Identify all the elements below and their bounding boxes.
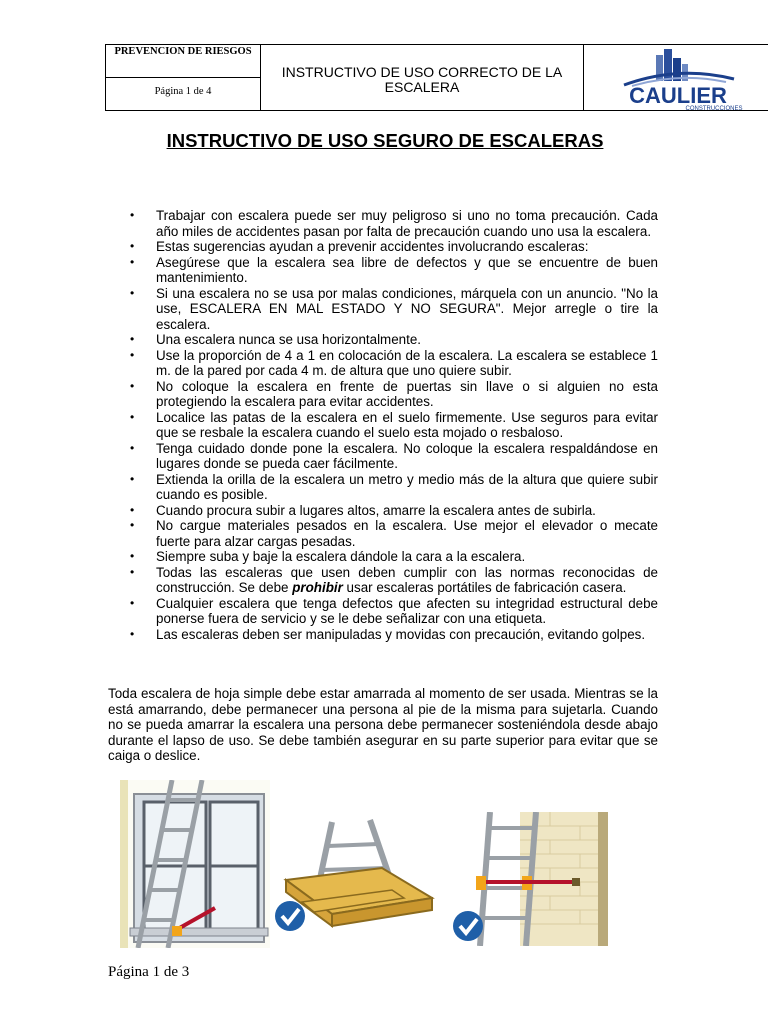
bullet-icon: • (130, 239, 135, 253)
list-item: • Asegúrese que la escalera sea libre de defectos y que se encuentre de buen mantenimiento. (130, 254, 658, 285)
header-page-number: Página 1 de 4 (154, 86, 212, 97)
page-title: INSTRUCTIVO DE USO SEGURO DE ESCALERAS (166, 130, 604, 151)
list-item: • Use la proporción de 4 a 1 en colocación de la escalera. La escalera se establece 1 m. de la pared por cada 4 m. de altura que uno quiere subir. (130, 347, 658, 378)
list-item: • No cargue materiales pesados en la escalera. Use mejor el elevador o mecate fuerte para alzar cargas pesadas. (130, 518, 658, 549)
list-item: • Si una escalera no se usa por malas condiciones, márquela con un anuncio. "No la use, ESCALERA EN MAL ESTADO Y NO SEGURA". Mejor arregle o tire la escalera. (130, 285, 658, 332)
bullet-icon: • (130, 595, 135, 610)
list-item: • Una escalera nunca se usa horizontalmente. (130, 332, 421, 347)
logo-subtitle: CONSTRUCCIONES (685, 106, 743, 110)
list-item: • Siempre suba y baje la escalera dándole la cara a la escalera. (130, 549, 526, 564)
emphasis-text: prohibir (292, 580, 343, 595)
check-icon (453, 911, 483, 941)
bullet-icon: • (130, 502, 135, 517)
bullet-icon: • (130, 332, 135, 346)
bullet-icon: • (130, 626, 135, 641)
header-left-cell (106, 45, 261, 110)
list-item: • Localice las patas de la escalera en el suelo firmemente. Use seguros para evitar que se resbale la escalera cuando el suelo esta mojado o resbaloso. (130, 409, 658, 440)
page-footer: Página 1 de 3 (108, 964, 190, 980)
bullet-icon: • (130, 549, 135, 563)
bullet-icon: • (130, 564, 135, 579)
list-item: • Estas sugerencias ayudan a prevenir accidentes involucrando escaleras: (130, 239, 589, 254)
bullet-icon: • (130, 285, 135, 300)
list-item: • Cuando procura subir a lugares altos, amarre la escalera antes de subirla. (130, 502, 596, 518)
bullet-icon: • (130, 347, 135, 362)
list-item: • Extienda la orilla de la escalera un metro y medio más de la altura que quiere subir cuando es posible. (130, 471, 658, 502)
header-doc-title: INSTRUCTIVO DE USO CORRECTO DE LA ESCALERA (261, 45, 584, 110)
document-header (105, 44, 768, 111)
list-item: • Trabajar con escalera puede ser muy peligroso si uno no toma precaución. Cada año miles de accidentes pasan por falta de precaución cuando uno usa la escalera. (130, 208, 658, 239)
bullet-icon: • (130, 471, 135, 486)
list-item: • Todas las escaleras que usen deben cumplir con las normas reconocidas de construcción. Se debe prohibir usar escaleras portátiles de fabricación casera. (130, 564, 658, 595)
bullet-icon: • (130, 208, 135, 222)
safety-guidelines-list (130, 208, 658, 642)
header-department: PREVENCION DE RIESGOS (106, 45, 260, 78)
ladder-window-illustration (120, 780, 270, 948)
check-icon (275, 901, 305, 931)
list-item: • Tenga cuidado donde pone la escalera. No coloque la escalera respaldándose en lugares donde se pueda caer fácilmente. (130, 440, 658, 471)
logo-name: CAULIER (629, 83, 727, 108)
bullet-icon: • (130, 378, 135, 393)
body-paragraph: Toda escalera de hoja simple debe estar amarrada al momento de ser usada. Mientras se la está amarrando, debe permanecer una persona al pie de la misma para sujetarla. Cuando no se pueda amarrar la escalera una persona debe permanecer sosteniéndola desde abajo durante el lapso de uso. Se debe también asegurar en su parte superior para evitar que se caiga o deslice. (108, 686, 658, 763)
bullet-icon: • (130, 409, 135, 424)
list-item: • Cualquier escalera que tenga defectos que afecten su integridad estructural debe ponerse fuera de servicio y se le debe señalizar con una etiqueta. (130, 595, 658, 626)
bullet-icon: • (130, 440, 135, 455)
list-item: • Las escaleras deben ser manipuladas y movidas con precaución, evitando golpes. (130, 626, 646, 642)
bullet-icon: • (130, 254, 135, 269)
ladder-wall-tie-illustration (450, 812, 608, 946)
bullet-icon: • (130, 518, 135, 532)
ladder-feet-block-illustration (272, 818, 444, 946)
company-logo (584, 45, 768, 110)
list-item: • No coloque la escalera en frente de puertas sin llave o si alguien no esta protegiendo la escalera para evitar accidentes. (130, 378, 658, 409)
